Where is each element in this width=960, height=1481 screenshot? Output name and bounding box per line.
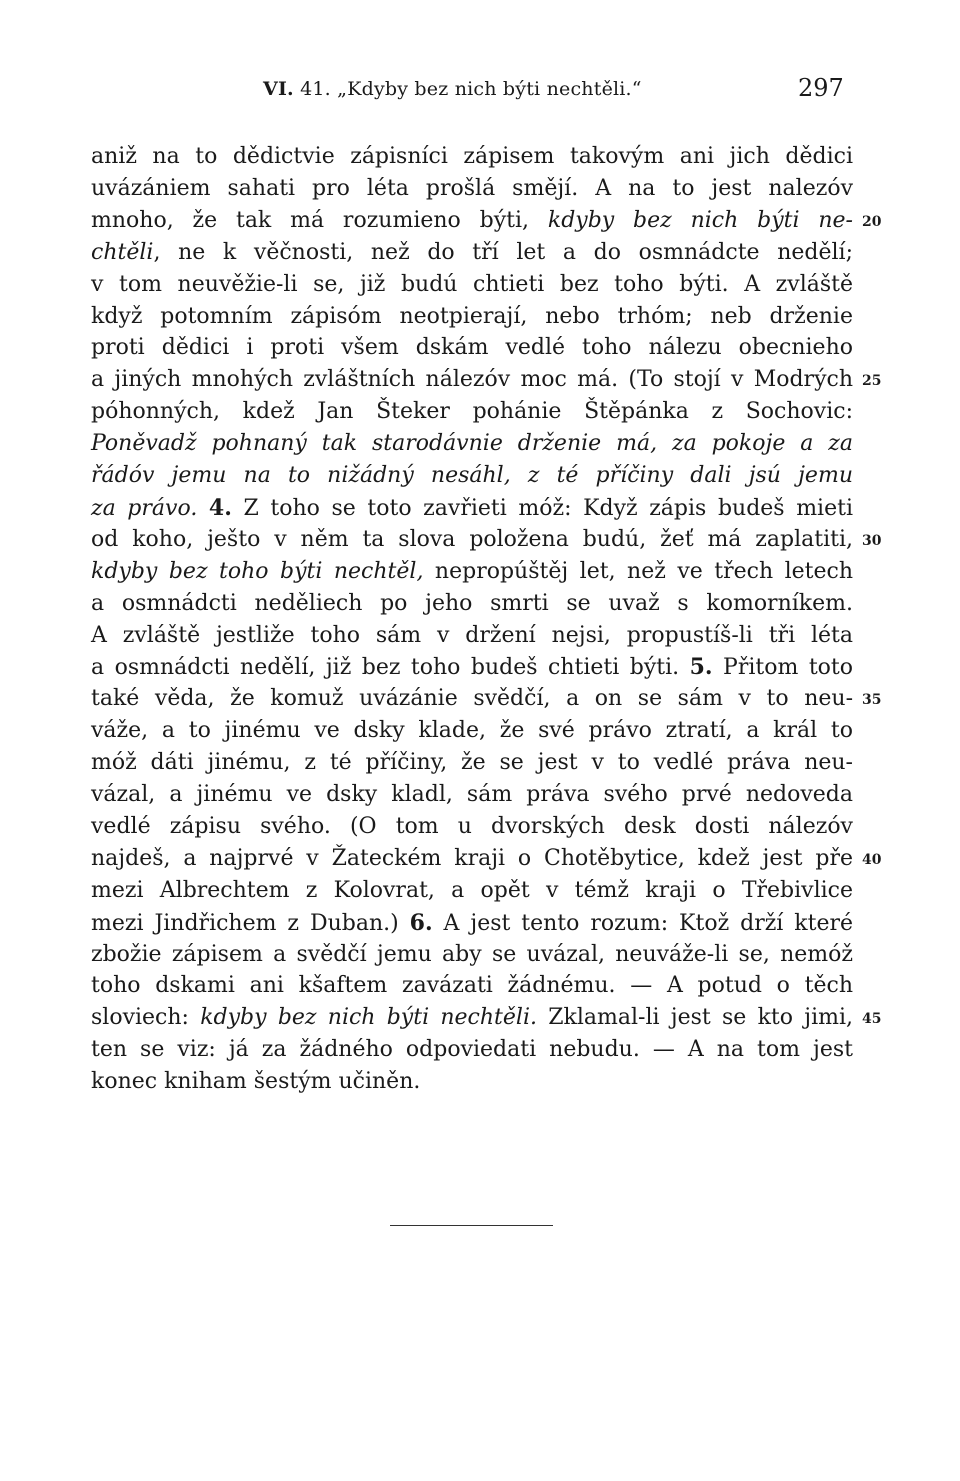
text-line [91, 844, 853, 874]
margin-line-number: 45 [862, 1011, 882, 1028]
margin-line-number: 30 [862, 532, 882, 549]
text-line [91, 1067, 853, 1097]
text-line [91, 174, 853, 204]
text-span: vázal, a jinému ve dsky kladl, sám práva svého prvé nedoveda [91, 782, 853, 807]
text-span: Z toho se toto zavřieti móž: Když zápis budeš mieti [231, 495, 853, 521]
italic-text: kdyby bez nich býti ne- [547, 207, 853, 233]
text-span: od koho, ješto v něm ta slova položena budú, žeť má zaplatiti, [91, 526, 853, 552]
text-span: ten se viz: já za žádného odpoviedati nebudu. — A na tom jest [91, 1037, 853, 1063]
text-span: v tom neuvěžie-li se, již budú chtieti bez toho býti. A zvláště [91, 271, 853, 297]
running-header [263, 78, 642, 100]
paragraph-number: 5. [689, 654, 713, 681]
text-span: póhonných, kdež Jan Šteker pohánie Štěpánka z Sochovic: [91, 399, 853, 425]
margin-line-number: 25 [862, 373, 882, 390]
text-span: proti dědici i proti všem dskám vedlé toho nálezu obecnieho [91, 335, 853, 361]
text-line [91, 684, 853, 714]
text-span: aniž na to dědictvie zápisníci zápisem takovým ani jich dědici [91, 144, 853, 169]
paragraph-number: 6. [409, 909, 433, 936]
text-span: , ne k věčnosti, než do tří let a do osmnádcte nedělí; [153, 239, 853, 265]
text-span: A jest tento rozum: Ktož drží které [432, 910, 853, 936]
text-line [91, 238, 853, 268]
text-span: a osmnádcti nedělí, již bez toho budeš chtieti býti. [91, 655, 690, 681]
text-line [91, 812, 853, 842]
margin-line-number: 20 [862, 213, 882, 230]
text-span [197, 496, 209, 521]
italic-text: kdyby bez toho býti nechtěl, [91, 558, 424, 584]
text-span: také věda, že komuž uvázánie svědčí, a on se sám v to neu- [91, 686, 853, 712]
text-line [91, 365, 853, 395]
text-line [91, 397, 853, 427]
text-span: vedlé zápisu svého. (O tom u dvorských desk dosti nálezóv [91, 813, 853, 839]
text-span: uvázániem sahati pro léta prošlá smějí. A na to jest nalezóv [91, 175, 853, 201]
text-span: móž dáti jinému, z té příčiny, že se jest v to vedlé práva neu- [91, 750, 853, 776]
chapter-title: 41. „Kdyby bez nich býti nechtěli.“ [300, 78, 642, 100]
text-line [91, 461, 853, 491]
text-span: a osmnádcti neděliech po jeho smrti se uvaž s komorníkem. [91, 590, 853, 616]
text-span: mezi Albrechtem z Kolovrat, a opět v témž kraji o Třebivlice [91, 877, 853, 903]
text-line [91, 557, 853, 587]
text-line [91, 621, 853, 651]
text-span: toho dskami ani kšaftem zavázati žádnému. — A potud o těch [91, 973, 853, 999]
text-line [91, 748, 853, 778]
text-line [91, 589, 853, 619]
text-line [91, 270, 853, 300]
text-line [91, 971, 853, 1001]
margin-line-number: 40 [862, 851, 882, 868]
text-span: Přitom toto [712, 655, 853, 681]
text-line [91, 1035, 853, 1065]
text-span: sloviech: [91, 1005, 201, 1031]
text-line [91, 206, 853, 236]
text-span: Zklamal-li jest se kto jimi, [536, 1005, 853, 1031]
text-line [91, 940, 853, 970]
text-line [91, 1003, 853, 1033]
text-line [91, 652, 853, 683]
text-span: A zvláště jestliže toho sám v držení nejsi, propustíš-li tři léta [91, 622, 853, 648]
text-line [91, 429, 853, 459]
end-rule [390, 1225, 553, 1226]
text-span: mezi Jindřichem z Duban.) [91, 910, 410, 936]
paragraph-number: 4. [208, 494, 232, 521]
text-line [91, 716, 853, 746]
chapter-section: VI. [263, 78, 294, 100]
text-span: když potomním zápisóm neotpierají, nebo trhóm; neb drženie [91, 303, 853, 329]
text-line [91, 493, 853, 524]
text-line [91, 908, 853, 939]
text-span: a jiných mnohých zvláštních nálezóv moc má. (To stojí v Modrých [91, 367, 853, 393]
margin-line-number: 35 [862, 692, 882, 709]
text-line [91, 525, 853, 555]
text-span: najdeš, a najprvé v Žateckém kraji o Chotěbytice, kdež jest pře [91, 845, 853, 871]
text-span: váže, a to jinému ve dsky klade, že své právo ztratí, a král to [91, 718, 853, 744]
italic-text: Poněvadž pohnaný tak starodávnie drženie má, za pokoje a za [91, 431, 853, 457]
text-span: mnoho, že tak má rozumieno býti, [91, 207, 548, 233]
text-span: zbožie zápisem a svědčí jemu aby se uvázal, neuváže-li se, nemóž [91, 941, 853, 967]
text-line [91, 142, 853, 172]
italic-text: za právo. [91, 495, 198, 521]
text-line [91, 780, 853, 810]
text-span: konec kniham šestým učiněn. [91, 1069, 421, 1095]
italic-text: kdyby bez nich býti nechtěli. [200, 1005, 537, 1031]
text-line [91, 302, 853, 332]
text-line [91, 876, 853, 906]
italic-text: chtěli [91, 239, 154, 265]
text-line [91, 333, 853, 363]
italic-text: řádóv jemu na to nižádný nesáhl, z té příčiny dali jsú jemu [91, 463, 853, 488]
text-span: nepropúštěj let, než ve třech letech [423, 558, 854, 584]
page-number: 297 [798, 74, 844, 102]
